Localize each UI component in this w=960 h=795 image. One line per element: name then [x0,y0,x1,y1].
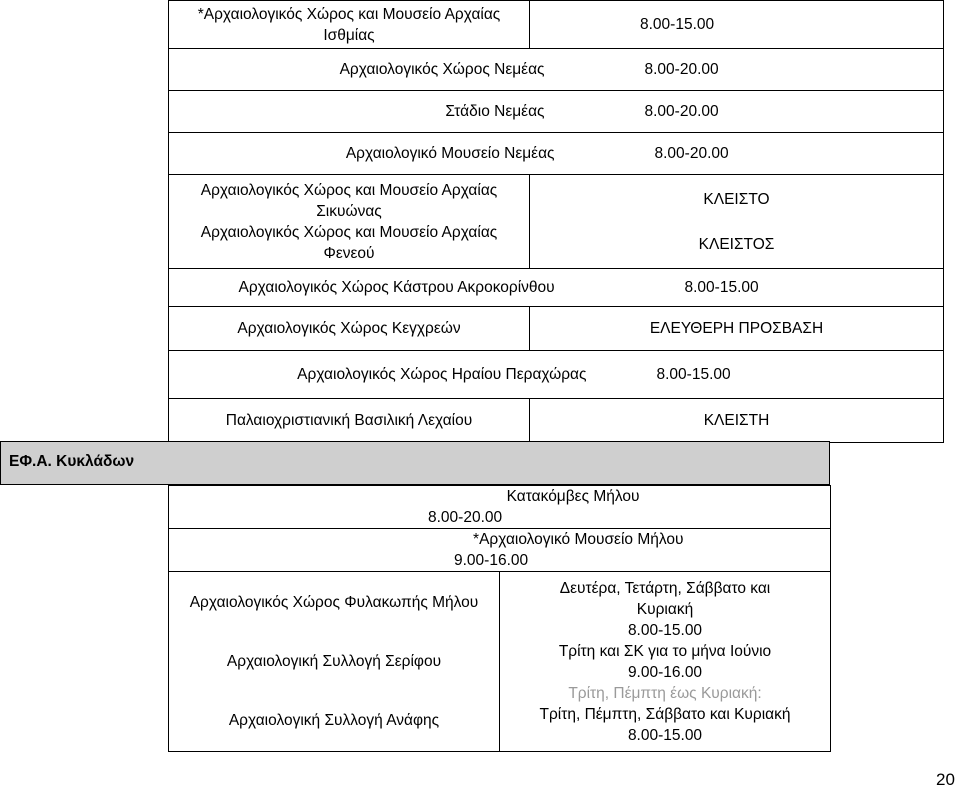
section-title: ΕΦ.Α. Κυκλάδων [9,453,135,470]
site-name: Αρχαιολογικό Μουσείο Νεμέας [345,145,555,162]
site-hours-cell [169,133,944,175]
site-name-line: Ισθμίας [323,26,375,44]
hours-line: Δευτέρα, Τετάρτη, Σάββατο και [559,579,771,597]
hours-line-grey: Τρίτη, Πέμπτη έως Κυριακή: [568,684,762,702]
site-name: Αρχαιολογικός Χώρος Κάστρου Ακροκορίνθου [238,279,555,296]
site-hours-cell [169,351,944,399]
site-name: Αρχαιολογική Συλλογή Ανάφης [228,712,440,729]
hours: 8.00-15.00 [684,279,759,296]
hours-value: ΚΛΕΙΣΤΟ [703,190,770,208]
site-hours-cell [169,91,944,133]
hours: 9.00-16.00 [454,552,529,569]
hours-line: 8.00-15.00 [627,621,703,639]
table-row [169,486,831,529]
hours: 8.00-20.00 [644,103,719,120]
table-row [169,399,944,443]
table-row [169,49,944,91]
table-row [169,133,944,175]
hours-line: 9.00-16.00 [627,663,703,681]
site-name: Αρχαιολογική Συλλογή Σερίφου [226,653,442,670]
site-name: Στάδιο Νεμέας [445,103,545,120]
table-row [169,269,944,307]
page-number: 20 [936,770,955,789]
site-name-line: Σικυώνας [316,202,382,220]
site-hours-cell [169,529,831,572]
hours: 8.00-20.00 [644,61,719,78]
site-cell: Παλαιοχριστιανική Βασιλική Λεχαίου [169,399,530,443]
site-name-line: Φενεού [323,244,375,262]
hours-cell: ΕΛΕΥΘΕΡΗ ΠΡΟΣΒΑΣΗ [530,307,944,351]
cyclades-hours-table [168,485,831,752]
site-name-line: Αρχαιολογικός Χώρος και Μουσείο Αρχαίας [200,223,498,241]
table-row [169,307,944,351]
hours-line: Τρίτη και ΣΚ για το μήνα Ιούνιο [558,642,772,660]
hours-line: 8.00-15.00 [627,726,703,744]
table-row [169,175,944,269]
hours: 8.00-20.00 [428,509,503,526]
hours-line: Κυριακή [636,600,694,618]
site-name: Κατακόμβες Μήλου [506,488,640,505]
section-header [0,441,830,485]
hours-cell: 8.00-15.00 [530,1,944,49]
table-row [169,572,831,752]
table-row [169,91,944,133]
hours-cell [530,175,944,269]
hours: 8.00-15.00 [656,366,731,383]
site-cell [169,1,530,49]
table-row [169,1,944,49]
hours-line: Τρίτη, Πέμπτη, Σάββατο και Κυριακή [539,705,791,723]
hours-value: ΚΛΕΙΣΤΟΣ [698,235,775,253]
site-name-line: Αρχαιολογικός Χώρος και Μουσείο Αρχαίας [200,181,498,199]
site-hours-cell [169,49,944,91]
site-hours-cell [169,269,944,307]
site-cell [169,175,530,269]
site-hours-cell [169,486,831,529]
opening-hours-table [168,0,944,443]
site-name: Αρχαιολογικός Χώρος Ηραίου Περαχώρας [297,366,587,383]
site-cell [169,572,500,752]
hours-cell [500,572,831,752]
hours-cell: ΚΛΕΙΣΤΗ [530,399,944,443]
site-name: Αρχαιολογικός Χώρος Νεμέας [339,61,545,78]
site-name: *Αρχαιολογικό Μουσείο Μήλου [473,531,684,548]
site-name-line: *Αρχαιολογικός Χώρος και Μουσείο Αρχαίας [197,5,501,23]
hours: 8.00-20.00 [654,145,729,162]
site-cell: Αρχαιολογικός Χώρος Κεγχρεών [169,307,530,351]
table-row [169,351,944,399]
site-name: Αρχαιολογικός Χώρος Φυλακωπής Μήλου [189,594,479,611]
table-row [169,529,831,572]
